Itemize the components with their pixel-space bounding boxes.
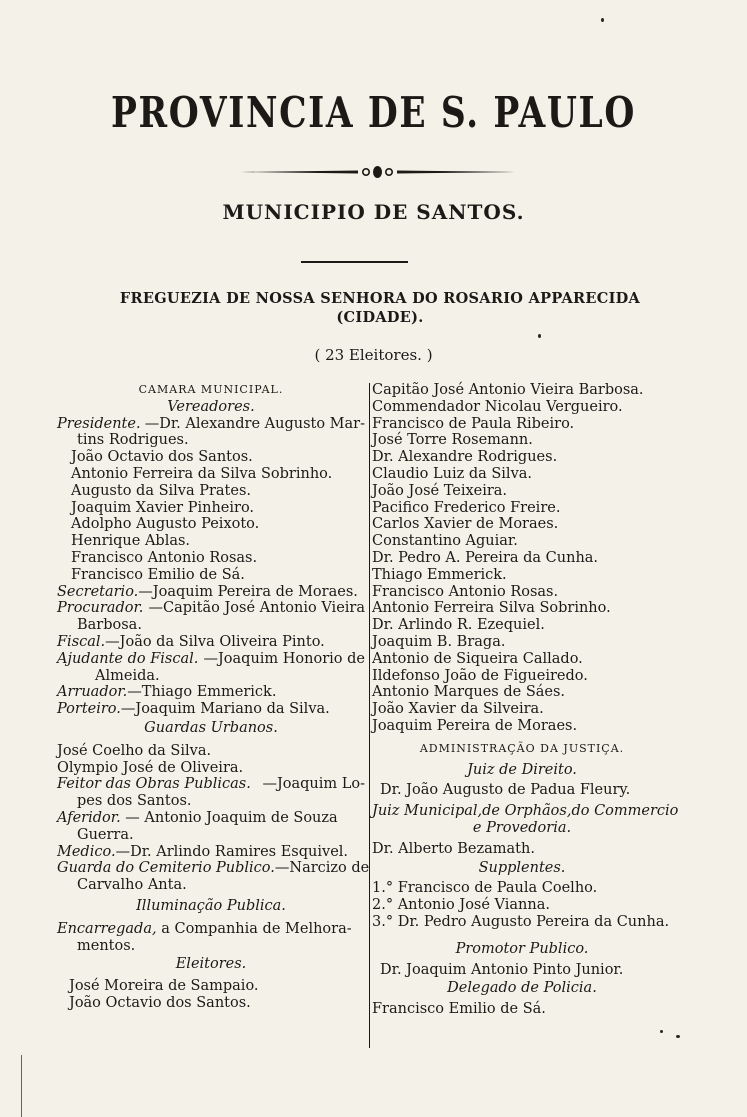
- list-item: José Coelho da Silva.: [57, 742, 212, 759]
- list-item: João Octavio dos Santos.: [71, 449, 253, 466]
- aferidor-label: Aferidor.: [57, 809, 121, 826]
- porteiro-entry: [57, 701, 365, 718]
- fiscal-name: —João da Silva Oliveira Pinto.: [105, 633, 325, 650]
- municipio-heading: MUNICIPIO DE SANTOS.: [222, 200, 525, 224]
- guarda-cemiterio-entry: [57, 860, 370, 877]
- feitor-entry: [57, 776, 365, 793]
- medico-entry: [57, 844, 365, 861]
- camara-heading: CAMARA MUNICIPAL.: [138, 383, 284, 396]
- aferidor-continuation: Guerra.: [77, 826, 134, 843]
- list-item: Dr. Alexandre Rodrigues.: [372, 449, 558, 466]
- list-item: João Octavio dos Santos.: [69, 994, 251, 1011]
- porteiro-name: —Joaquim Mariano da Silva.: [120, 701, 330, 718]
- encarregada-continuation: mentos.: [77, 937, 136, 954]
- left-column: [57, 382, 370, 1012]
- procurador-entry: [57, 600, 365, 617]
- guardas-heading: Guardas Urbanos.: [144, 719, 278, 736]
- list-item: Adolpho Augusto Peixoto.: [71, 516, 260, 533]
- list-item: Dr. Pedro A. Pereira da Cunha.: [372, 549, 599, 566]
- arruador-entry: [57, 684, 365, 701]
- list-item: Pacifico Frederico Freire.: [372, 499, 561, 516]
- list-item: Antonio de Siqueira Callado.: [372, 650, 583, 667]
- supplentes-heading: Supplentes.: [478, 859, 566, 876]
- delegado-heading: Delegado de Policia.: [447, 980, 597, 997]
- scan-speck: [601, 18, 604, 22]
- illuminacao-heading: Illuminação Publica.: [136, 897, 286, 914]
- eleitores-count: ( 23 Eleitores. ): [314, 346, 433, 364]
- ajudante-continuation: Almeida.: [95, 667, 160, 684]
- medico-name: —Dr. Arlindo Ramires Esquivel.: [115, 843, 349, 860]
- juiz-direito-heading: Juiz de Direito.: [467, 761, 577, 778]
- scan-speck: [538, 334, 541, 338]
- list-item: Constantino Aguiar.: [372, 533, 518, 550]
- ajudante-entry: [57, 651, 365, 668]
- list-item: Francisco Emilio de Sá.: [71, 566, 245, 583]
- list-item: Francisco Antonio Rosas.: [71, 549, 258, 566]
- list-item: 2.° Antonio José Vianna.: [372, 897, 550, 914]
- list-item: Antonio Marques de Sáes.: [372, 684, 566, 701]
- list-item: Joaquim Pereira de Moraes.: [372, 717, 578, 734]
- procurador-name: —Capitão José Antonio Vieira: [148, 600, 365, 617]
- juiz-municipal-name: Dr. Alberto Bezamath.: [372, 840, 535, 857]
- guarda-cemiterio-label: Guarda do Cemiterio Publico.: [57, 860, 275, 877]
- column-divider: [369, 383, 370, 1048]
- list-item: Henrique Ablas.: [71, 533, 191, 550]
- feitor-continuation: pes dos Santos.: [77, 793, 192, 810]
- encarregada-entry: [57, 921, 365, 938]
- encarregada-label: Encarregada,: [57, 920, 157, 937]
- fiscal-label: Fiscal.: [57, 633, 106, 650]
- procurador-continuation: Barbosa.: [77, 617, 142, 634]
- list-item: Commendador Nicolau Vergueiro.: [372, 398, 623, 415]
- encarregada-name: a Companhia de Melhora-: [156, 920, 352, 937]
- list-item: Francisco de Paula Ribeiro.: [372, 415, 575, 432]
- scan-speck: [660, 1030, 663, 1033]
- arruador-label: Arruador.: [57, 684, 128, 701]
- guarda-cemiterio-continuation: Carvalho Anta.: [77, 877, 187, 894]
- secretario-name: —Joaquim Pereira de Moraes.: [138, 583, 358, 600]
- secretario-label: Secretario.: [57, 583, 139, 600]
- list-item: Antonio Ferreira da Silva Sobrinho.: [71, 465, 333, 482]
- feitor-name: —Joaquim Lo-: [262, 776, 365, 793]
- list-item: José Torre Rosemann.: [372, 432, 533, 449]
- promotor-name: Dr. Joaquim Antonio Pinto Junior.: [380, 961, 624, 978]
- list-item: Joaquim B. Braga.: [372, 633, 506, 650]
- scan-margin-line: [21, 1055, 22, 1117]
- page-title: PROVINCIA DE S. PAULO: [110, 88, 636, 137]
- list-item: João José Teixeira.: [372, 482, 508, 499]
- list-item: Dr. Arlindo R. Ezequiel.: [372, 617, 545, 634]
- heading-rule: [301, 261, 408, 263]
- juiz-direito-name: Dr. João Augusto de Padua Fleury.: [380, 782, 631, 799]
- list-item: 1.° Francisco de Paula Coelho.: [372, 880, 598, 897]
- list-item: 3.° Dr. Pedro Augusto Pereira da Cunha.: [372, 913, 670, 930]
- list-item: Joaquim Xavier Pinheiro.: [71, 499, 255, 516]
- list-item: Capitão José Antonio Vieira Barbosa.: [372, 382, 644, 398]
- presidente-label: Presidente.: [57, 415, 141, 432]
- aferidor-name: — Antonio Joaquim de Souza: [120, 809, 338, 826]
- eleitores-list: [372, 382, 672, 735]
- right-column: [372, 382, 679, 1018]
- list-item: Augusto da Silva Prates.: [71, 482, 252, 499]
- fiscal-entry: [57, 634, 365, 651]
- vereadores-heading: Vereadores.: [167, 398, 255, 415]
- freguezia-line-1: FREGUEZIA DE NOSSA SENHORA DO ROSARIO APPARECIDA: [119, 290, 641, 307]
- list-item: Carlos Xavier de Moraes.: [372, 516, 559, 533]
- list-item: Antonio Ferreira Silva Sobrinho.: [372, 600, 611, 617]
- promotor-heading: Promotor Publico.: [455, 940, 589, 957]
- list-item: Ildefonso João de Figueiredo.: [372, 667, 588, 684]
- list-item: Francisco Antonio Rosas.: [372, 583, 559, 600]
- vereadores-list: [57, 449, 365, 583]
- delegado-name: Francisco Emilio de Sá.: [372, 1001, 546, 1018]
- list-item: João Xavier da Silveira.: [372, 701, 544, 718]
- justica-heading: ADMINISTRAÇÃO DA JUSTIÇA.: [419, 741, 625, 755]
- freguezia-heading: [60, 289, 700, 327]
- feitor-label: Feitor das Obras Publicas.: [57, 776, 251, 793]
- list-item: Claudio Luiz da Silva.: [372, 465, 533, 482]
- presidente-continuation: tins Rodrigues.: [77, 432, 189, 449]
- eleitores-heading: Eleitores.: [175, 956, 247, 973]
- medico-label: Medico.: [57, 843, 116, 860]
- procurador-label: Procurador.: [57, 600, 144, 617]
- ajudante-label: Ajudante do Fiscal.: [57, 650, 199, 667]
- presidente-name: —Dr. Alexandre Augusto Mar-: [144, 415, 365, 432]
- list-item: José Moreira de Sampaio.: [69, 978, 259, 995]
- ajudante-name: —Joaquim Honorio de: [203, 650, 365, 667]
- secretario-entry: [57, 584, 365, 601]
- juiz-municipal-heading-continuation: e Provedoria.: [472, 819, 572, 836]
- list-item: Olympio José de Oliveira.: [57, 759, 244, 776]
- scan-speck: [676, 1035, 680, 1038]
- porteiro-label: Porteiro.: [57, 701, 121, 718]
- aferidor-entry: [57, 810, 365, 827]
- guarda-cemiterio-name: —Narcizo de: [274, 860, 370, 877]
- freguezia-line-2: (CIDADE).: [336, 309, 424, 326]
- ornament-divider: [240, 165, 515, 179]
- arruador-name: —Thiago Emmerick.: [127, 684, 277, 701]
- presidente-entry: [57, 416, 365, 433]
- list-item: Thiago Emmerick.: [372, 566, 507, 583]
- juiz-municipal-heading: Juiz Municipal,de Orphãos,do Commercio: [372, 803, 679, 820]
